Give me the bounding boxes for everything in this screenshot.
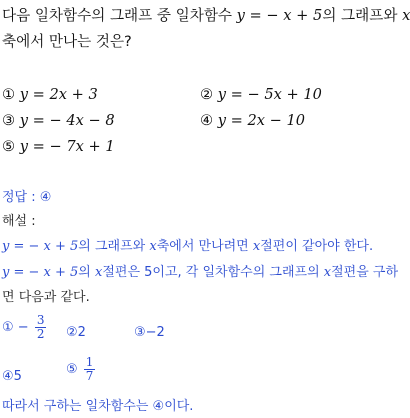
question-text-2: 의 그래프와 bbox=[322, 7, 403, 24]
option-mark: ② bbox=[200, 86, 214, 103]
result-mark: ① bbox=[2, 320, 14, 335]
option-mark: ① bbox=[2, 86, 16, 103]
explanation-text-4: 의 bbox=[78, 265, 95, 280]
result-5 bbox=[66, 356, 95, 383]
explanation-text-6: 절편을 구하 bbox=[331, 265, 399, 280]
result-value-2: ③−2 bbox=[134, 325, 165, 340]
question-variable: x bbox=[402, 7, 410, 24]
explanation-text-2: 축에서 만나려면 bbox=[156, 239, 253, 254]
answer-value: ④ bbox=[39, 190, 52, 205]
explanation-variable-3: x bbox=[95, 265, 103, 280]
option-equation: y = − 7x + 1 bbox=[19, 138, 115, 155]
option-equation: y = 2x + 3 bbox=[19, 86, 98, 103]
option-mark: ③ bbox=[2, 112, 16, 129]
option-1[interactable] bbox=[2, 86, 98, 103]
question-equation: y = − x + 5 bbox=[236, 7, 323, 24]
explanation-label bbox=[2, 213, 36, 231]
option-5[interactable] bbox=[2, 138, 115, 155]
explanation-equation-2: y = − x + 5 bbox=[2, 265, 79, 280]
option-equation: y = − 5x + 10 bbox=[217, 86, 322, 103]
option-mark: ④ bbox=[200, 112, 214, 129]
explanation-variable: x bbox=[149, 239, 157, 254]
option-mark: ⑤ bbox=[2, 138, 16, 155]
explanation-text: 의 그래프와 bbox=[78, 239, 150, 254]
result-2 bbox=[66, 324, 86, 342]
option-4[interactable] bbox=[200, 112, 305, 129]
question-line-2 bbox=[2, 32, 132, 52]
fraction-denominator: 7 bbox=[85, 369, 94, 383]
explanation-text-7: 면 다음과 같다. bbox=[2, 290, 90, 305]
explanation-line-3 bbox=[2, 289, 90, 307]
answer-line bbox=[2, 189, 51, 207]
question-text-3: 축에서 만나는 것은? bbox=[2, 33, 132, 50]
explanation-variable-4: x bbox=[323, 265, 332, 280]
fraction-2 bbox=[84, 356, 96, 383]
option-2[interactable] bbox=[200, 86, 322, 103]
question-text: 다음 일차함수의 그래프 중 일차함수 bbox=[2, 7, 237, 24]
option-3[interactable] bbox=[2, 112, 115, 129]
result-sign: − bbox=[17, 320, 29, 335]
explanation-line-2 bbox=[2, 264, 398, 282]
fraction bbox=[35, 314, 47, 341]
result-value-3: ④5 bbox=[2, 369, 22, 384]
explanation-variable-2: x bbox=[252, 239, 261, 254]
conclusion bbox=[2, 398, 193, 416]
result-value: ②2 bbox=[66, 325, 86, 340]
result-mark-2: ⑤ bbox=[66, 362, 78, 377]
option-equation: y = − 4x − 8 bbox=[19, 112, 115, 129]
answer-label: 정답 : bbox=[2, 190, 40, 205]
explanation-label-text: 해설 : bbox=[2, 214, 36, 229]
result-4 bbox=[2, 368, 22, 386]
result-3 bbox=[134, 324, 165, 342]
explanation-line-1 bbox=[2, 238, 373, 256]
explanation-equation: y = − x + 5 bbox=[2, 239, 79, 254]
fraction-denominator: 2 bbox=[36, 327, 45, 341]
fraction-numerator: 1 bbox=[85, 355, 94, 369]
result-1 bbox=[2, 314, 46, 341]
explanation-text-3: 절편이 같아야 한다. bbox=[260, 239, 374, 254]
conclusion-text: 따라서 구하는 일차함수는 ④이다. bbox=[2, 399, 194, 414]
fraction-numerator: 3 bbox=[36, 313, 45, 327]
option-equation: y = 2x − 10 bbox=[217, 112, 306, 129]
explanation-text-5: 절편은 5이고, 각 일차함수의 그래프의 bbox=[102, 265, 324, 280]
question-line-1 bbox=[2, 6, 410, 26]
